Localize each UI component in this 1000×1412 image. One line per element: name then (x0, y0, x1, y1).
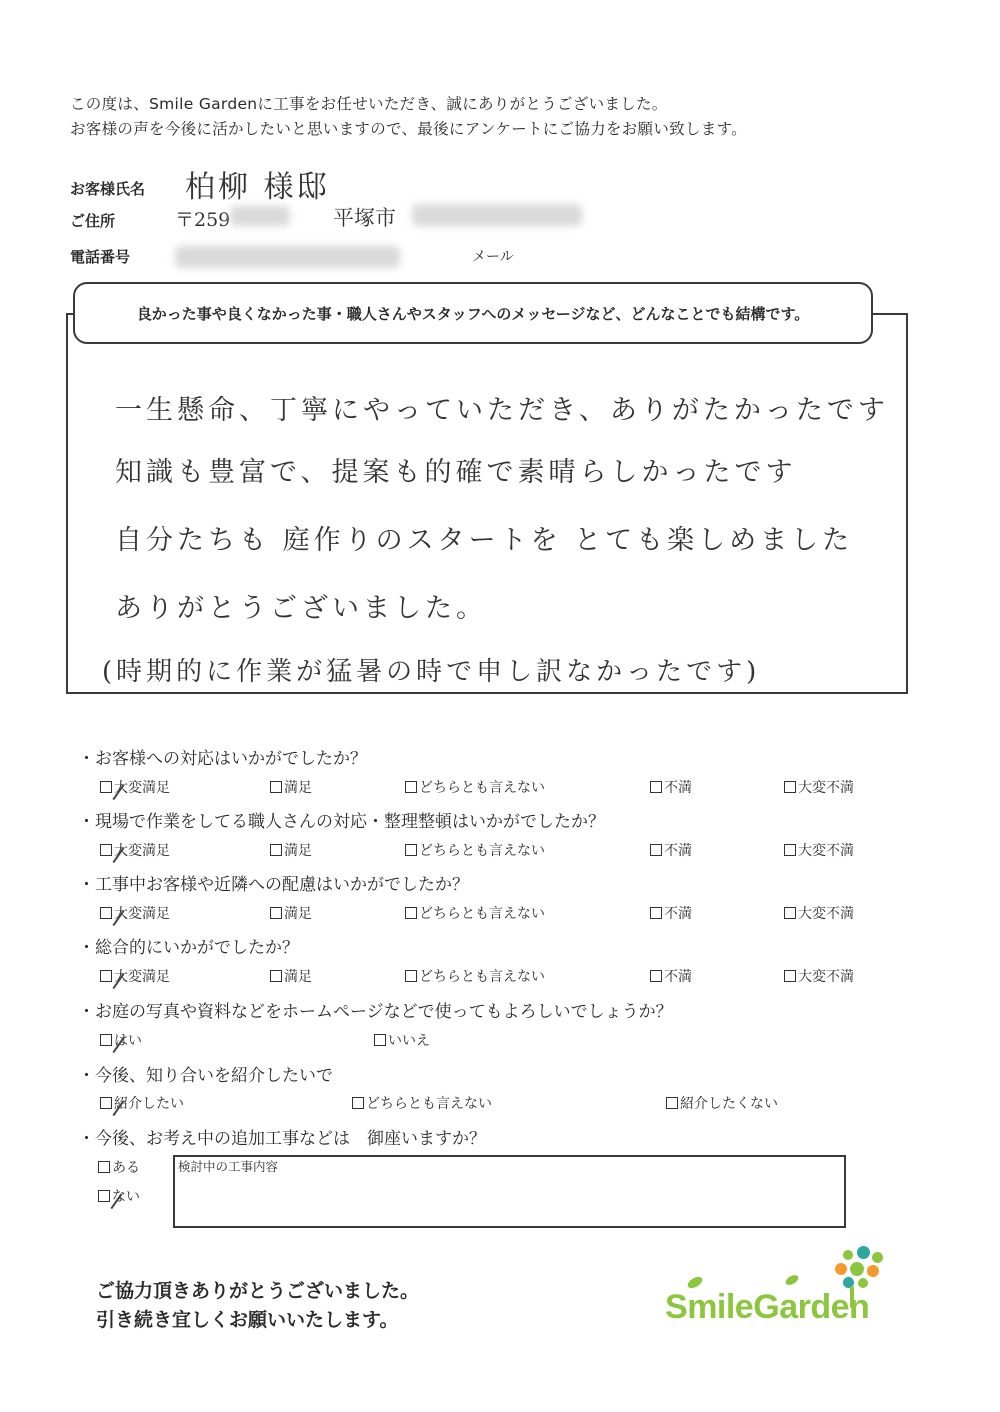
redacted-phone (175, 246, 400, 268)
checkbox-icon[interactable] (405, 970, 417, 982)
checkbox-icon[interactable] (270, 970, 282, 982)
smile-garden-logo (665, 1250, 910, 1330)
address-postal: 〒259 (175, 209, 231, 231)
option-label: 大変満足 (114, 843, 170, 859)
logo-text-s: S (665, 1288, 688, 1326)
logo-dot (850, 1262, 864, 1276)
intro-line-2: お客様の声を今後に活かしたいと思いますので、最後にアンケートにご協力をお願い致します。 (70, 120, 747, 138)
option-label: 不満 (664, 780, 692, 796)
option-label: 満足 (284, 780, 312, 796)
q2-option-4[interactable] (650, 840, 692, 860)
checkbox-icon[interactable] (100, 907, 112, 919)
option-label: どちらとも言えない (419, 906, 545, 922)
option-label: 満足 (284, 969, 312, 985)
option-label: ある (112, 1160, 140, 1176)
checkbox-icon[interactable] (270, 907, 282, 919)
logo-dot (867, 1265, 879, 1277)
intro-line-1: この度は、Smile Gardenに工事をお任せいただき、誠にありがとうございました。 (70, 95, 668, 113)
checkbox-icon[interactable] (650, 907, 662, 919)
option-label: どちらとも言えない (419, 780, 545, 796)
message-line-3: 自分たちも 庭作りのスタートを とても楽しめました (115, 525, 854, 556)
option-label: ない (112, 1189, 140, 1205)
option-label: どちらとも言えない (419, 969, 545, 985)
leaf-icon (784, 1273, 800, 1287)
q3-option-3[interactable] (405, 903, 545, 923)
q5-option-2[interactable] (374, 1030, 430, 1050)
question-4: ・総合的にいかがでしたか？ (78, 938, 299, 958)
checkbox-icon[interactable] (98, 1161, 110, 1173)
option-label: 大変不満 (798, 780, 854, 796)
address-label: ご住所 (70, 212, 116, 230)
logo-dot (872, 1252, 883, 1263)
q1-option-1[interactable] (100, 777, 170, 797)
q1-option-5[interactable] (784, 777, 854, 797)
option-label: 大変不満 (798, 843, 854, 859)
message-heading (73, 282, 873, 344)
question-7: ・今後、お考え中の追加工事などは 御座いますか？ (78, 1129, 486, 1149)
checkbox-icon[interactable] (650, 781, 662, 793)
q2-option-2[interactable] (270, 840, 312, 860)
checkbox-icon[interactable] (405, 781, 417, 793)
q2-option-1[interactable] (100, 840, 170, 860)
customer-name-value: 柏柳 様邸 (185, 170, 330, 205)
logo-dot (843, 1250, 853, 1260)
q4-option-4[interactable] (650, 966, 692, 986)
option-label: 大変満足 (114, 906, 170, 922)
option-label: 不満 (664, 843, 692, 859)
thanks-line-1: ご協力頂きありがとうございました。 (96, 1280, 420, 1302)
checkbox-icon[interactable] (405, 907, 417, 919)
email-label: メール (472, 249, 514, 265)
checkbox-icon[interactable] (100, 1034, 112, 1046)
checkbox-icon[interactable] (100, 844, 112, 856)
option-label: いいえ (388, 1033, 430, 1049)
question-1: ・お客様への対応はいかがでしたか？ (78, 749, 367, 769)
checkbox-icon[interactable] (650, 844, 662, 856)
q7-option-2[interactable] (98, 1186, 140, 1206)
q1-option-2[interactable] (270, 777, 312, 797)
option-label: 不満 (664, 969, 692, 985)
checkbox-icon[interactable] (98, 1190, 110, 1202)
q1-option-3[interactable] (405, 777, 545, 797)
q1-option-4[interactable] (650, 777, 692, 797)
message-box (66, 313, 908, 694)
q3-option-4[interactable] (650, 903, 692, 923)
q5-option-1[interactable] (100, 1030, 142, 1050)
q2-option-5[interactable] (784, 840, 854, 860)
logo-dot (858, 1278, 868, 1288)
thanks-line-2: 引き続き宜しくお願いいたします。 (96, 1309, 399, 1331)
question-3: ・工事中お客様や近隣への配慮はいかがでしたか？ (78, 875, 469, 895)
checkbox-icon[interactable] (784, 844, 796, 856)
option-label: 大変満足 (114, 780, 170, 796)
option-label: どちらとも言えない (366, 1096, 492, 1112)
message-heading-text: 良かった事や良くなかった事・職人さんやスタッフへのメッセージなど、どんなことでも結構です。 (136, 304, 810, 323)
q3-option-2[interactable] (270, 903, 312, 923)
checkbox-icon[interactable] (374, 1034, 386, 1046)
customer-name-label: お客様氏名 (70, 180, 146, 198)
question-6: ・今後、知り合いを紹介したいで (78, 1066, 333, 1086)
option-label: どちらとも言えない (419, 843, 545, 859)
logo-text-mile: mile (687, 1288, 754, 1326)
message-line-2: 知識も豊富で、提案も的確で素晴らしかったです (115, 457, 797, 488)
checkbox-icon[interactable] (270, 781, 282, 793)
q3-option-5[interactable] (784, 903, 854, 923)
option-label: 大変満足 (114, 969, 170, 985)
q4-option-5[interactable] (784, 966, 854, 986)
message-line-5: (時期的に作業が猛暑の時で申し訳なかったです) (102, 657, 761, 687)
checkbox-icon[interactable] (666, 1097, 678, 1109)
q4-option-1[interactable] (100, 966, 170, 986)
option-label: 満足 (284, 843, 312, 859)
checkbox-icon[interactable] (100, 781, 112, 793)
logo-text-arden: arden (779, 1288, 870, 1326)
logo-text-g: G (753, 1288, 780, 1326)
logo-dot (835, 1263, 847, 1275)
q3-option-1[interactable] (100, 903, 170, 923)
phone-label: 電話番号 (70, 248, 131, 266)
question-5: ・お庭の写真や資料などをホームページなどで使ってもよろしいでしょうか？ (78, 1002, 673, 1022)
option-label: 紹介したくない (680, 1096, 778, 1112)
plan-box-label: 検討中の工事内容 (178, 1159, 279, 1174)
q4-option-2[interactable] (270, 966, 312, 986)
option-label: 紹介したい (114, 1096, 184, 1112)
q4-option-3[interactable] (405, 966, 545, 986)
logo-text (665, 1288, 869, 1327)
checkbox-icon[interactable] (405, 844, 417, 856)
checkbox-icon[interactable] (270, 844, 282, 856)
option-label: 満足 (284, 906, 312, 922)
checkbox-icon[interactable] (100, 1097, 112, 1109)
logo-dot (857, 1246, 870, 1259)
checkbox-icon[interactable] (784, 781, 796, 793)
checkbox-icon[interactable] (784, 970, 796, 982)
checkbox-icon[interactable] (100, 970, 112, 982)
q2-option-3[interactable] (405, 840, 545, 860)
checkbox-icon[interactable] (784, 907, 796, 919)
question-2: ・現場で作業をしてる職人さんの対応・整理整頓はいかがでしたか？ (78, 812, 605, 832)
message-line-1: 一生懸命、丁寧にやっていただき、ありがたかったです (115, 395, 889, 426)
address-city: 平塚市 (333, 206, 396, 230)
q6-option-1[interactable] (100, 1093, 184, 1113)
message-line-4: ありがとうございました。 (115, 593, 487, 624)
option-label: 大変不満 (798, 906, 854, 922)
checkbox-icon[interactable] (352, 1097, 364, 1109)
q6-option-3[interactable] (666, 1093, 778, 1113)
redacted-postal (230, 206, 290, 226)
checkbox-icon[interactable] (650, 970, 662, 982)
option-label: 不満 (664, 906, 692, 922)
option-label: はい (114, 1033, 142, 1049)
redacted-address (412, 204, 582, 226)
q6-option-2[interactable] (352, 1093, 492, 1113)
option-label: 大変不満 (798, 969, 854, 985)
q7-option-1[interactable] (98, 1157, 140, 1177)
